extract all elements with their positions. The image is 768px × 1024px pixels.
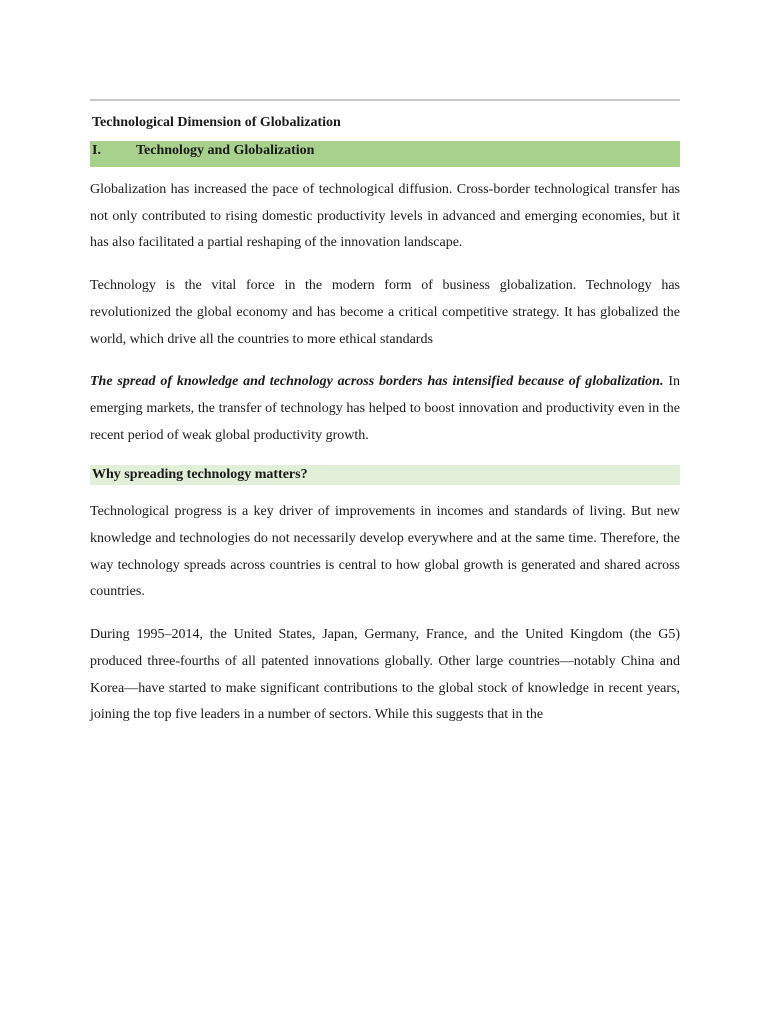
paragraph: Technological progress is a key driver of improvements in incomes and standards of living. But new knowledge and technologies do not necessarily develop everywhere and at the same time. Therefore, the way technology spreads across countries is central to how global growth is generated and shared across countries. — [90, 504, 680, 600]
highlight-paragraph — [90, 369, 680, 449]
paragraph: Globalization has increased the pace of technological diffusion. Cross-border technological transfer has not only contributed to rising domestic productivity levels in advanced and emerging economies, but it has also facilitated a partial reshaping of the innovation landscape. — [90, 182, 680, 251]
document-page — [90, 99, 680, 745]
document-title: Technological Dimension of Globalization — [92, 115, 341, 130]
subheading: Why spreading technology matters? — [90, 465, 680, 485]
section-heading-text: Technology and Globalization — [136, 143, 315, 158]
section-number: I. — [92, 143, 101, 158]
paragraph: Technology is the vital force in the modern form of business globalization. Technology has revolutionized the global economy and has become a critical competitive strategy. It has globalized the world, which drive all the countries to more ethical standards — [90, 278, 680, 347]
highlight-paragraph-rest: In emerging markets, the transfer of technology has helped to boost innovation and productivity even in the recent period of weak global productivity growth. — [90, 374, 680, 443]
highlight-paragraph-lead: The spread of knowledge and technology across borders has intensified because of globalization. — [90, 374, 664, 390]
top-rule — [90, 99, 680, 101]
section-heading — [90, 141, 680, 167]
paragraph: During 1995–2014, the United States, Japan, Germany, France, and the United Kingdom (the G5) produced three-fourths of all patented innovations globally. Other large countries—notably China and Korea—have started to make significant contributions to the global stock of knowledge in recent years, joining the top five leaders in a number of sectors. While this suggests that in the — [90, 627, 680, 723]
